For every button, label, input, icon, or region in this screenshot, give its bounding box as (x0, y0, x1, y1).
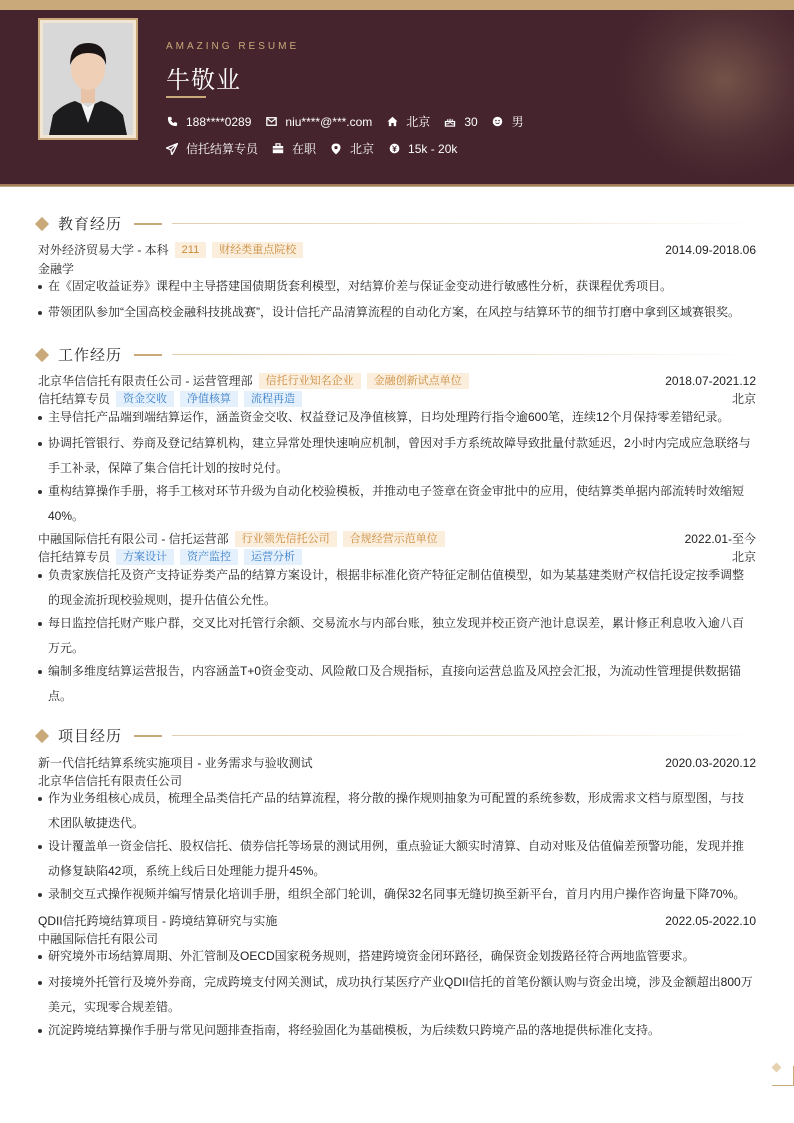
brand-label: AMAZING RESUME (166, 41, 300, 52)
list-item-continuation: 的现金流折现校验规则，提升估值公允性。 (48, 593, 277, 607)
mail-icon (265, 116, 277, 128)
education-entry-header (38, 241, 756, 258)
skill-tag: 资金交收 (116, 391, 174, 407)
school-tag: 财经类重点院校 (212, 242, 303, 258)
contact-gender (492, 113, 524, 130)
contact-email (265, 115, 372, 129)
section-underline-short (134, 735, 162, 737)
role-name: 信托结算专员 (38, 550, 111, 564)
work-period: 2018.07-2021.12 (665, 373, 756, 388)
list-item: 协调托管银行、券商及登记结算机构，建立异常处理快速响应机制，曾因对手方系统故障导致批量付款延迟，2小时内完成应急联络与 (38, 432, 756, 455)
salary-text: 15k - 20k (408, 141, 458, 156)
contact-city (386, 113, 430, 130)
header-divider (0, 184, 794, 187)
list-item: 设计覆盖单一资金信托、股权信托、债券信托等场景的测试用例，重点验证大额实时清算、自动对账及估值偏差预警功能，发现并推 (38, 835, 756, 858)
header-glow-decoration (614, 10, 794, 180)
section-underline-long (172, 354, 756, 355)
list-item: 沉淀跨境结算操作手册与常见问题排查指南，将经验固化为基础模板，为后续数只跨境产品的落地提供标准化支持。 (38, 1019, 756, 1042)
project-org: 北京华信信托有限责任公司 (38, 774, 183, 788)
section-heading: 工作经历 (58, 347, 123, 364)
company-tag: 行业领先信托公司 (235, 531, 337, 547)
project-name: 新一代信托结算系统实施项目 - 业务需求与验收测试 (38, 756, 313, 770)
section-underline-long (172, 735, 756, 736)
project-period: 2022.05-2022.10 (665, 913, 756, 928)
list-item-continuation: 动修复缺陷42项，系统上线后日处理能力提升45%。 (48, 864, 326, 878)
list-item-continuation: 术团队敏捷迭代。 (48, 816, 145, 830)
role-name: 信托结算专员 (38, 392, 111, 406)
gender-icon (492, 116, 504, 128)
work-role-row (38, 548, 756, 565)
briefcase-icon (272, 143, 284, 155)
skill-tag: 资产监控 (180, 549, 238, 565)
section-underline-short (134, 223, 162, 225)
list-item-continuation: 40%。 (48, 509, 85, 523)
list-item: 对接境外托管行及境外券商，完成跨境支付网关测试，成功执行某医疗产业QDII信托的首笔份额认购与资金出境，涉及金额超出800万 (38, 971, 756, 994)
company-name: 中融国际信托有限公司 - 信托运营部 (38, 532, 229, 546)
candidate-name: 牛敬业 (166, 67, 241, 94)
list-item: 作为业务组核心成员，梳理全品类信托产品的结算流程，将分散的操作规则抽象为可配置的系统参数，形成需求文档与原型图，与技 (38, 787, 756, 810)
project-name: QDII信托跨境结算项目 - 跨境结算研究与实施 (38, 914, 278, 928)
list-item: 编制多维度结算运营报告，内容涵盖T+0资金变动、风险敞口及合规指标，直接向运营总监及风控会汇报，为流动性管理提供数据锚 (38, 660, 756, 683)
city-text: 北京 (406, 115, 431, 129)
salary-icon (388, 143, 400, 155)
education-period: 2014.09-2018.06 (665, 242, 756, 257)
status-text: 在职 (292, 142, 317, 156)
intent-salary (388, 142, 457, 156)
skill-tag: 净值核算 (180, 391, 238, 407)
job-intent-row (166, 140, 471, 157)
school-name: 对外经济贸易大学 - 本科 (38, 243, 169, 257)
list-item-continuation: 手工补录，保障了集合信托计划的按时兑付。 (48, 461, 289, 475)
top-accent-bar (0, 0, 794, 10)
company-tag: 金融创新试点单位 (367, 373, 469, 389)
position-text: 信托结算专员 (186, 142, 259, 156)
project-entry-header (38, 754, 756, 771)
name-underline (166, 96, 206, 98)
list-item: 录制交互式操作视频并编写情景化培训手册，组织全部门轮训，确保32名同事无缝切换至新平台，首月内用户操作咨询量下降70%。 (38, 883, 756, 906)
work-period: 2022.01-至今 (684, 532, 756, 546)
list-item: 带领团队参加“全国高校金融科技挑战赛”，设计信托产品清算流程的自动化方案，在风控与结算环节的细节打磨中拿到区域赛银奖。 (38, 301, 756, 324)
phone-text: 188****0289 (186, 114, 252, 129)
list-item: 研究境外市场结算周期、外汇管制及OECD国家税务规则，搭建跨境资金闭环路径，确保资金划拨路径符合两地监管要求。 (38, 945, 756, 968)
skill-tag: 运营分析 (244, 549, 302, 565)
list-item: 每日监控信托财产账户群，交叉比对托管行余额、交易流水与内部台账，独立发现并校正资产池计息误差，累计修正利息收入逾八百 (38, 612, 756, 635)
avatar-frame (38, 18, 138, 140)
school-tag: 211 (175, 242, 207, 258)
section-projects-title (34, 725, 756, 746)
email-text: niu****@***.com (285, 114, 373, 129)
send-icon (166, 143, 178, 155)
work-entry-header (38, 372, 756, 389)
intent-city (330, 140, 374, 157)
section-work-title (34, 344, 756, 365)
avatar-portrait-icon (43, 23, 133, 135)
location-pin-icon (330, 143, 342, 155)
skill-tag: 流程再造 (244, 391, 302, 407)
work-role-row (38, 390, 756, 407)
diamond-icon (35, 347, 49, 361)
cake-icon (444, 116, 456, 128)
intent-city-text: 北京 (350, 142, 375, 156)
company-tag: 合规经营示范单位 (343, 531, 445, 547)
education-major: 金融学 (38, 262, 75, 276)
contact-age (444, 115, 477, 129)
company-tag: 信托行业知名企业 (259, 373, 361, 389)
section-heading: 教育经历 (58, 216, 123, 233)
diamond-icon (35, 216, 49, 230)
list-item: 重构结算操作手册，将手工核对环节升级为自动化校验模板，并推动电子签章在资金审批中的应用，使结算类单据内部流转时效缩短 (38, 480, 756, 503)
list-item: 负责家族信托及资产支持证券类产品的结算方案设计，根据非标准化资产特征定制估值模型，如为某基建类财产权信托设定按季调整 (38, 564, 756, 587)
avatar (43, 23, 133, 135)
home-icon (386, 116, 398, 128)
gender-text: 男 (511, 115, 524, 129)
list-item: 在《固定收益证券》课程中主导搭建国债期货套利模型，对结算价差与保证金变动进行敏感性分析，获课程优秀项目。 (38, 275, 756, 298)
intent-status (272, 140, 316, 157)
section-underline-short (134, 354, 162, 356)
phone-icon (166, 116, 178, 128)
list-item-continuation: 万元。 (48, 641, 85, 655)
list-item-continuation: 点。 (48, 689, 73, 703)
company-name: 北京华信信托有限责任公司 - 运营管理部 (38, 374, 253, 388)
diamond-icon (35, 728, 49, 742)
section-heading: 项目经历 (58, 728, 123, 745)
project-org: 中融国际信托有限公司 (38, 932, 159, 946)
contact-phone (166, 115, 251, 129)
list-item: 主导信托产品端到端结算运作，涵盖资金交收、权益登记及净值核算，日均处理跨行指令逾600笔，连续12个月保持零差错纪录。 (38, 406, 756, 429)
project-period: 2020.03-2020.12 (665, 755, 756, 770)
work-city: 北京 (731, 392, 756, 406)
skill-tag: 方案设计 (116, 549, 174, 565)
project-entry-header (38, 912, 756, 929)
section-underline-long (172, 223, 756, 224)
contact-row (166, 113, 538, 130)
age-text: 30 (464, 114, 478, 129)
work-entry-header (38, 530, 756, 547)
section-education-title (34, 213, 756, 234)
list-item-continuation: 美元，实现零合规差错。 (48, 1000, 181, 1014)
work-city: 北京 (731, 550, 756, 564)
intent-position (166, 140, 258, 157)
